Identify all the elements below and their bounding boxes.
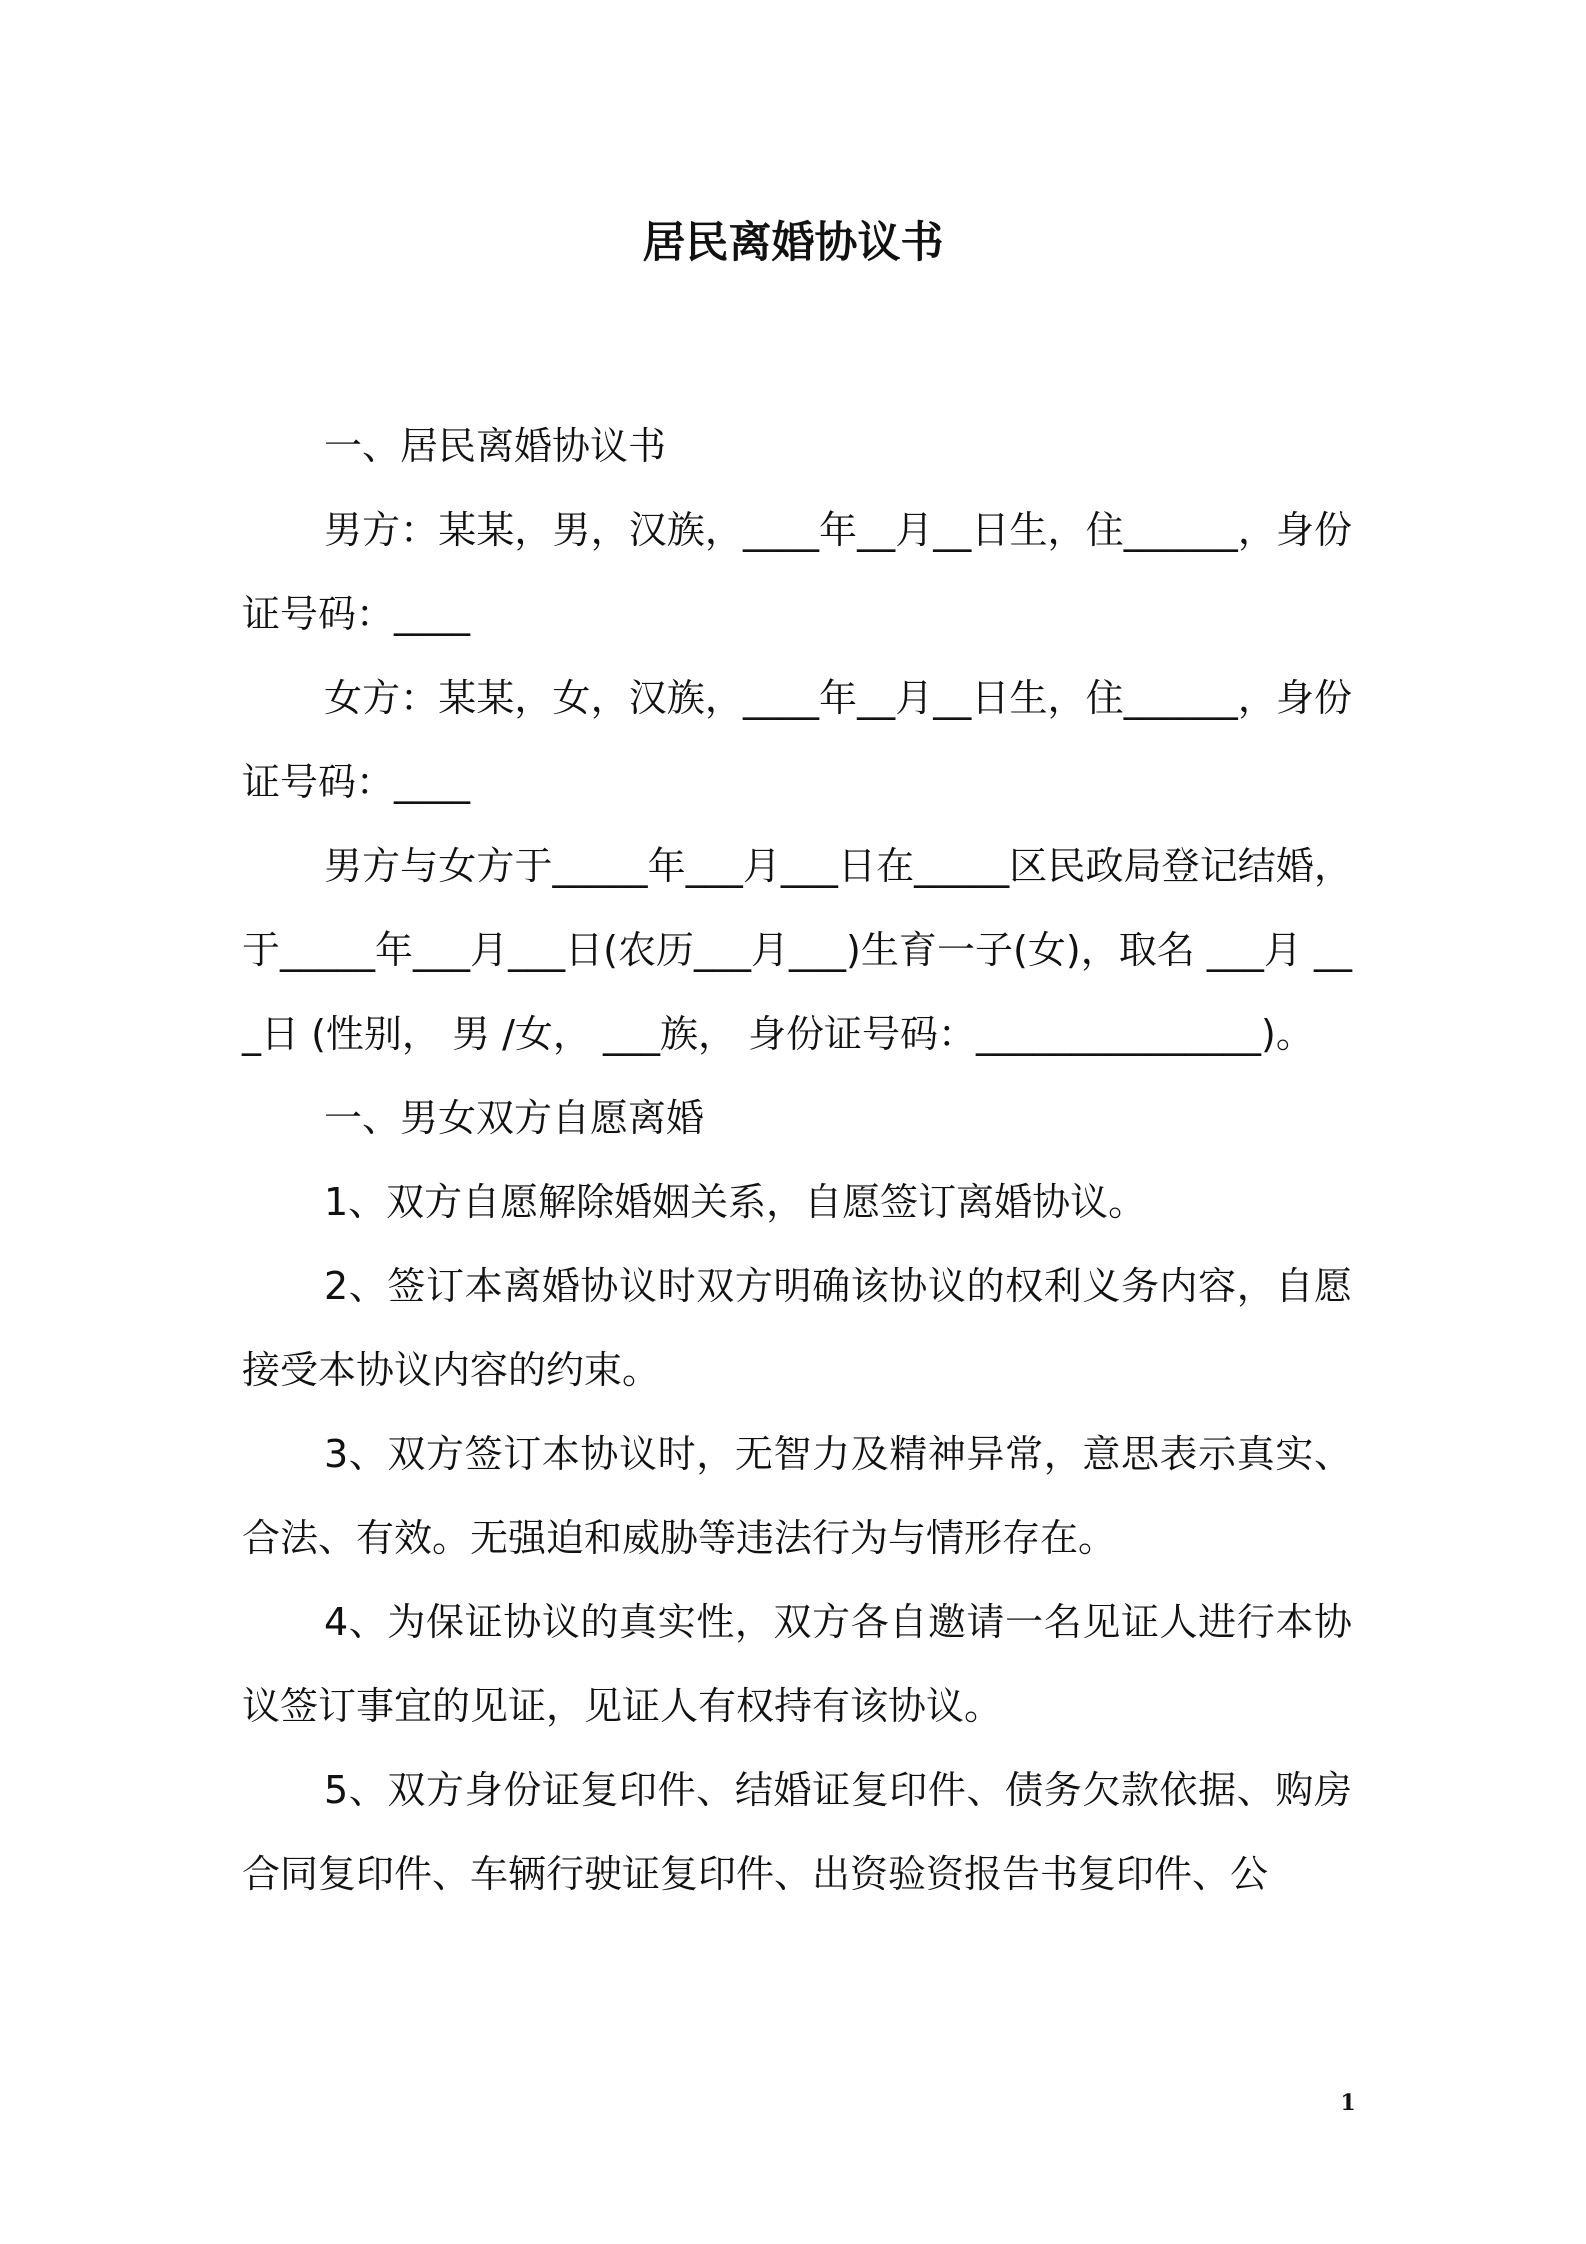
clause-5: 5、双方身份证复印件、结婚证复印件、债务欠款依据、购房合同复印件、车辆行驶证复印件、出资验资报告书复印件、公 [242, 1768, 1352, 1896]
paragraph-female-party: 女方：某某，女，汉族，____年__月__日生，住______，身份证号码：____ [242, 676, 1352, 804]
section-heading-agreement: 一、居民离婚协议书 [324, 424, 667, 468]
clause-2: 2、签订本离婚协议时双方明确该协议的权利义务内容，自愿接受本协议内容的约束。 [242, 1264, 1352, 1392]
paragraph-male-party: 男方：某某，男，汉族，____年__月__日生，住______，身份证号码：____ [242, 508, 1352, 636]
page-number: 1 [1340, 2090, 1356, 2116]
paragraph-marriage-registration: 男方与女方于_____年___月___日在_____区民政局登记结婚，于_____年___月___日(农历___月___)生育一子(女)，取名 ___月 ___日 (性别， 男 /女， ___族， 身份证号码：_______________)。 [242, 844, 1352, 1056]
document-body [242, 404, 1352, 1916]
document-title: 居民离婚协议书 [642, 218, 944, 268]
clause-1: 1、双方自愿解除婚姻关系，自愿签订离婚协议。 [324, 1180, 1147, 1224]
clause-3: 3、双方签订本协议时，无智力及精神异常，意思表示真实、合法、有效。无强迫和威胁等违法行为与情形存在。 [242, 1432, 1352, 1560]
clause-4: 4、为保证协议的真实性，双方各自邀请一名见证人进行本协议签订事宜的见证，见证人有权持有该协议。 [242, 1600, 1352, 1728]
section-heading-voluntary-divorce: 一、男女双方自愿离婚 [324, 1096, 705, 1140]
